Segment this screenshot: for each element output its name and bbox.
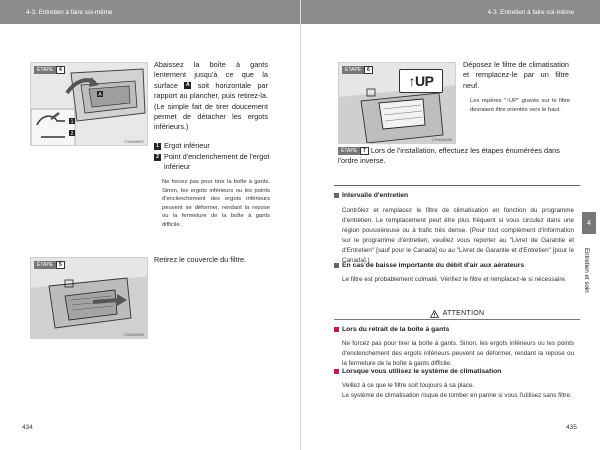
step7-tag [338, 147, 369, 155]
svg-text:A: A [98, 92, 102, 98]
svg-text:1: 1 [70, 119, 74, 125]
step-tag-number: 5 [56, 261, 65, 269]
chapter-title: Entretien et soin [583, 248, 590, 293]
list-item-label: Ergot inférieur [164, 141, 210, 150]
figure-code: CTH43AM099 [431, 138, 452, 142]
warning-body-clim: Veillez à ce que le filtre soit toujours à sa place. Le système de climatisation risque de tomber en panne si vous l'utilisez sans filtre. [342, 382, 572, 399]
chapter-tab [582, 212, 596, 234]
warning-title-clim [334, 368, 501, 375]
bullet-square-icon [334, 369, 339, 374]
section-body-intervalle: Contrôlez et remplacez le filtre de climatisation en fonction du programme d'entretien. Le remplacement peut être plus fréquent si vous circulez dans une région poussiéreuse ou à trafic très dense. (Pour tout complément d'information sur le programme d'entretien, veuillez vous reporter au "Livret de Garantie et d'Entretien" [sauf pour le Canada] ou au "Livret de Garantie et d'Entretien" [pour le Canada].) [342, 207, 574, 264]
warning-body-retrait: Ne forcez pas pour tirer la boîte à gants. Sinon, les ergots inférieurs ou les points d'enclenchement des ergots inférieurs peuvent se déformer, rendant la repose ou la fermeture de la boîte à gants difficile. [342, 340, 574, 367]
list-item-point-enclenchement [154, 152, 270, 173]
step5-tag [34, 261, 65, 269]
list-item-ergot-inferieur [154, 141, 270, 151]
step-tag-label: ÉTAPE [338, 147, 360, 155]
callout-2: 2 [154, 154, 161, 161]
step-tag-number: 7 [360, 147, 369, 155]
list-item-label: Point d'enclenchement de l'ergot inférieur [164, 152, 270, 172]
bullet-square-icon [334, 193, 339, 198]
step6-figure [338, 62, 456, 144]
step7-instruction [338, 146, 572, 167]
step4-tag [34, 66, 65, 74]
svg-text:2: 2 [70, 131, 74, 137]
header-title-right: 4-3. Entretien à faire soi-même [487, 8, 574, 16]
warning-triangle-icon [430, 310, 439, 318]
attention-banner [334, 308, 580, 320]
step6-instruction: Déposez le filtre de climatisation et remplacez-le par un filtre neuf. [463, 60, 569, 90]
step4-text-part1: Abaissez la boîte à gants lentement jusqu'à ce que la surface [154, 60, 268, 90]
section-divider [334, 185, 580, 186]
step4-note: Ne forcez pas pour tirer la boîte à gants. Sinon, les ergots inférieurs ou les points d'enclenchement des ergots inférieurs peuvent se déformer, rendant la repose ou la fermeture de la boîte à gants difficile. [162, 179, 270, 228]
warning-title-text: Lorsque vous utilisez le système de climatisation [342, 368, 502, 375]
step5-figure [30, 257, 148, 339]
bullet-square-icon [334, 327, 339, 332]
page-header-right [300, 0, 600, 24]
step5-instruction: Retirez le couvercle du filtre. [154, 255, 247, 264]
filter-cover-illustration [31, 258, 148, 339]
section-title-baisse [334, 262, 524, 269]
section-title-intervalle [334, 192, 408, 199]
section-title-text: En cas de baisse importante du débit d'air aux aérateurs [342, 262, 525, 269]
figure-code: CTH43AM098 [123, 333, 144, 337]
page-spine [300, 0, 301, 450]
section-title-text: Intervalle d'entretien [342, 192, 409, 199]
section-body-baisse: Le filtre est probablement colmaté. Vérifiez le filtre et remplacez-le si nécessaire. [342, 276, 567, 283]
glovebox-removal-illustration [31, 63, 148, 146]
warning-title-retrait [334, 326, 449, 333]
warning-title-text: Lors du retrait de la boîte à gants [342, 326, 450, 333]
step4-text-part2: soit horizontale par rapport au plancher, puis retirez-la. (Le simple fait de tirer doucement permet de détacher les ergots inférieurs.) [154, 80, 269, 132]
attention-label: ATTENTION [442, 310, 485, 317]
step-tag-number: 4 [56, 66, 65, 74]
step-tag-number: 6 [364, 66, 373, 74]
page-number-left: 434 [22, 424, 33, 431]
step6-tag [342, 66, 373, 74]
step-tag-label: ÉTAPE [34, 66, 56, 74]
step4-instruction [154, 60, 268, 133]
step7-text: Lors de l'installation, effectuez les étapes énumérées dans l'ordre inverse. [338, 146, 560, 166]
step6-note: Les repères "↑UP" gravés sur le filtre devraient être orientés vers le haut. [470, 98, 570, 113]
bullet-square-icon [334, 263, 339, 268]
figure-code: CTH43AM097 [123, 140, 144, 144]
up-mark-callout: ↑UP [399, 69, 443, 93]
chapter-number: 4 [587, 219, 591, 227]
page-number-right: 435 [566, 424, 577, 431]
step-tag-label: ÉTAPE [34, 261, 56, 269]
step4-figure [30, 62, 148, 146]
mark-a: A [186, 82, 190, 89]
header-title-left: 4-3. Entretien à faire soi-même [26, 8, 113, 16]
step-tag-label: ÉTAPE [342, 66, 364, 74]
page-header-left [0, 0, 300, 24]
callout-1: 1 [154, 143, 161, 150]
